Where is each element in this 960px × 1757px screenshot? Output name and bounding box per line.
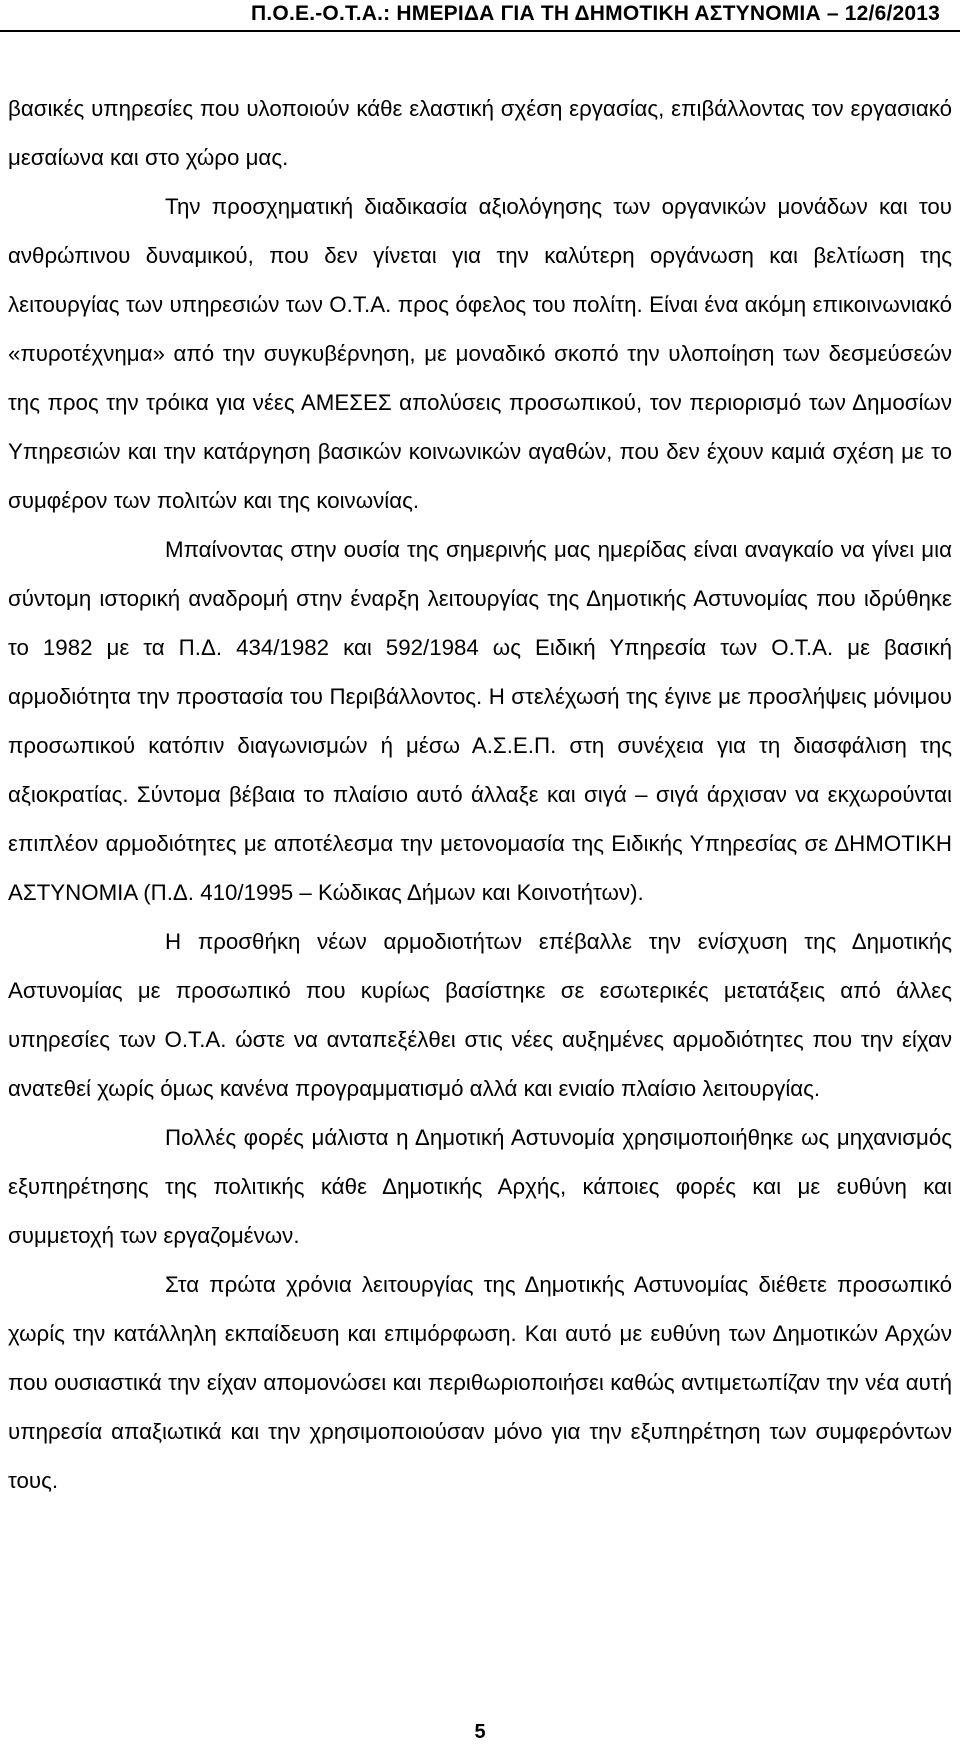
paragraph-continuation: βασικές υπηρεσίες που υλοποιούν κάθε ελαστική σχέση εργασίας, επιβάλλοντας τον εργασιακό μεσαίωνα και στο χώρο μας. bbox=[8, 96, 952, 170]
header-divider bbox=[0, 30, 960, 32]
paragraph-early-years: Στα πρώτα χρόνια λειτουργίας της Δημοτικής Αστυνομίας διέθετε προσωπικό χωρίς την κατάλληλη εκπαίδευση και επιμόρφωση. Και αυτό με ευθύνη των Δημοτικών Αρχών που ουσιαστικά την είχαν απομονώσει και περιθωριοποιήσει καθώς αντιμετωπίζαν την νέα αυτή υπηρεσία απαξιωτικά και την χρησιμοποιούσαν μόνο για την εξυπηρέτηση των συμφερόντων τους. bbox=[8, 1272, 952, 1493]
paragraph-evaluation: Την προσχηματική διαδικασία αξιολόγησης των οργανικών μονάδων και του ανθρώπινου δυναμικού, που δεν γίνεται για την καλύτερη οργάνωση και βελτίωση της λειτουργίας των υπηρεσιών των Ο.Τ.Α. προς όφελος του πολίτη. Είναι ένα ακόμη επικοινωνιακό «πυροτέχνημα» από την συγκυβέρνηση, με μοναδικό σκοπό την υλοποίηση των δεσμεύσεών της προς την τρόικα για νέες ΑΜΕΣΕΣ απολύσεις προσωπικού, τον περιορισμό των Δημοσίων Υπηρεσιών και την κατάργηση βασικών κοινωνικών αγαθών, που δεν έχουν καμιά σχέση με το συμφέρον των πολιτών και της κοινωνίας. bbox=[8, 194, 952, 513]
page-number: 5 bbox=[474, 1721, 486, 1743]
document-body bbox=[8, 84, 952, 1505]
paragraph-new-responsibilities: Η προσθήκη νέων αρμοδιοτήτων επέβαλλε την ενίσχυση της Δημοτικής Αστυνομίας με προσωπικό που κυρίως βασίστηκε σε εσωτερικές μετατάξεις από άλλες υπηρεσίες των Ο.Τ.Α. ώστε να ανταπεξέλθει στις νέες αυξημένες αρμοδιότητες που την είχαν ανατεθεί χωρίς όμως κανένα προγραμματισμό αλλά και ενιαίο πλαίσιο λειτουργίας. bbox=[8, 929, 952, 1101]
paragraph-history: Μπαίνοντας στην ουσία της σημερινής μας ημερίδας είναι αναγκαίο να γίνει μια σύντομη ιστορική αναδρομή στην έναρξη λειτουργίας της Δημοτικής Αστυνομίας που ιδρύθηκε το 1982 με τα Π.Δ. 434/1982 και 592/1984 ως Ειδική Υπηρεσία των Ο.Τ.Α. με βασική αρμοδιότητα την προστασία του Περιβάλλοντος. Η στελέχωσή της έγινε με προσλήψεις μόνιμου προσωπικού κατόπιν διαγωνισμών ή μέσω Α.Σ.Ε.Π. στη συνέχεια για τη διασφάλιση της αξιοκρατίας. Σύντομα βέβαια το πλαίσιο αυτό άλλαξε και σιγά – σιγά άρχισαν να εκχωρούνται επιπλέον αρμοδιότητες με αποτέλεσμα την μετονομασία της Ειδικής Υπηρεσίας σε ΔΗΜΟΤΙΚΗ ΑΣΤΥΝΟΜΙΑ (Π.Δ. 410/1995 – Κώδικας Δήμων και Κοινοτήτων). bbox=[8, 537, 952, 905]
paragraph-political-use: Πολλές φορές μάλιστα η Δημοτική Αστυνομία χρησιμοποιήθηκε ως μηχανισμός εξυπηρέτησης της πολιτικής κάθε Δημοτικής Αρχής, κάποιες φορές και με ευθύνη και συμμετοχή των εργαζομένων. bbox=[8, 1125, 952, 1248]
page-header-title: Π.Ο.Ε.-Ο.Τ.Α.: ΗΜΕΡΙΔΑ ΓΙΑ ΤΗ ΔΗΜΟΤΙΚΗ ΑΣΤΥΝΟΜΙΑ – 12/6/2013 bbox=[251, 2, 940, 25]
